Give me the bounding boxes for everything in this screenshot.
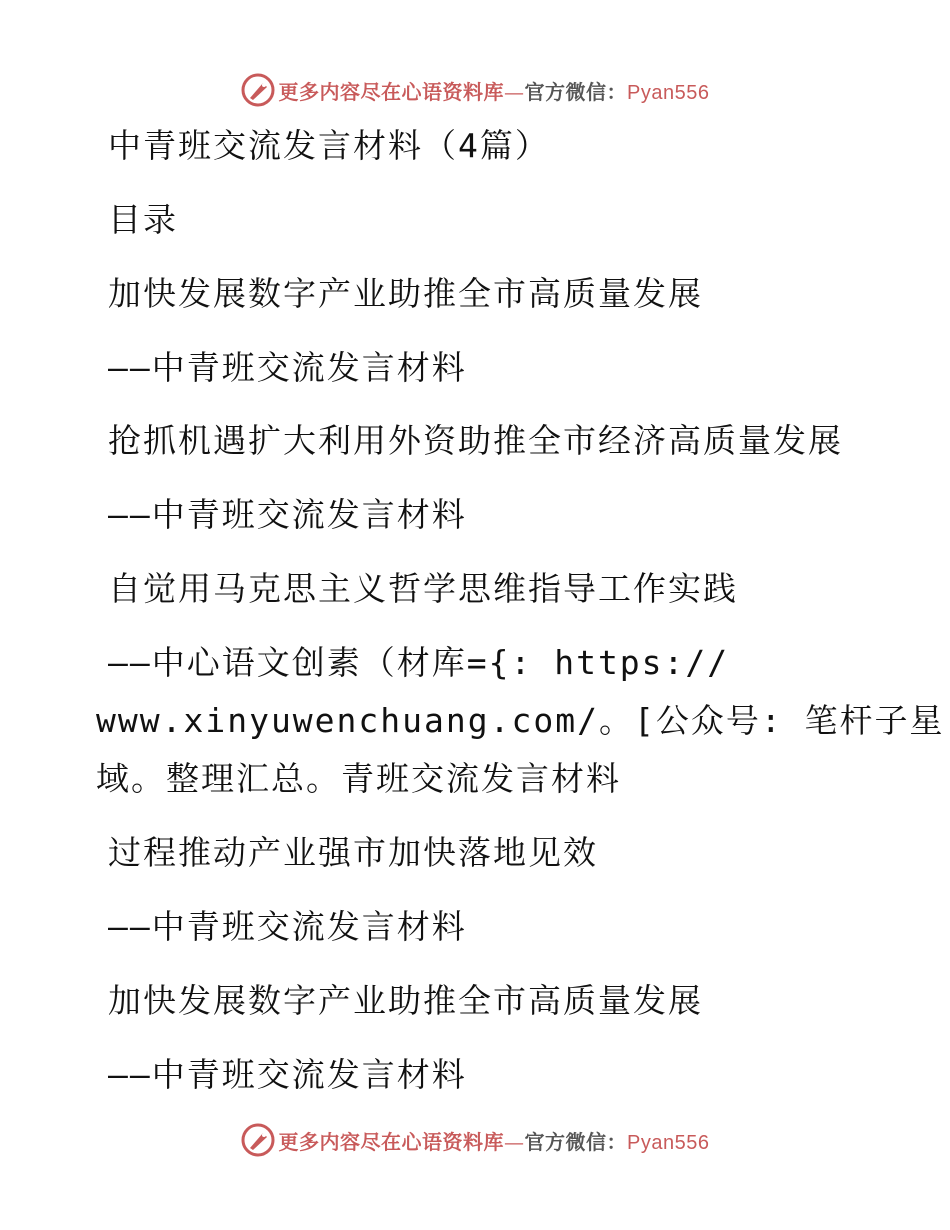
toc-entry: ——中青班交流发言材料 bbox=[108, 495, 467, 534]
footer-banner bbox=[0, 1120, 950, 1160]
toc-entry: 加快发展数字产业助推全市高质量发展 bbox=[108, 274, 703, 313]
wechat-id: Pyan556 bbox=[627, 81, 710, 104]
wechat-id: Pyan556 bbox=[627, 1131, 710, 1154]
toc-entry: 域。整理汇总。青班交流发言材料 bbox=[96, 759, 621, 798]
toc-entry: ——中青班交流发言材料 bbox=[108, 348, 467, 387]
toc-entry: ——中青班交流发言材料 bbox=[108, 907, 467, 946]
toc-entry: www.xinyuwenchuang.com/。[公众号: 笔杆子星 bbox=[96, 701, 945, 740]
toc-entry: 加快发展数字产业助推全市高质量发展 bbox=[108, 981, 703, 1020]
document-title: 中青班交流发言材料（4篇） bbox=[108, 126, 550, 165]
toc-heading: 目录 bbox=[108, 200, 178, 239]
toc-entry: 过程推动产业强市加快落地见效 bbox=[108, 833, 598, 872]
banner-text: 更多内容尽在心语资料库—官方微信：Pyan556 bbox=[278, 1129, 710, 1154]
pen-nib-logo-icon bbox=[241, 1123, 275, 1157]
header-banner bbox=[0, 70, 950, 110]
toc-entry: 自觉用马克思主义哲学思维指导工作实践 bbox=[108, 569, 738, 608]
toc-entry: 抢抓机遇扩大利用外资助推全市经济高质量发展 bbox=[108, 421, 843, 460]
toc-entry: ——中青班交流发言材料 bbox=[108, 1055, 467, 1094]
banner-text: 更多内容尽在心语资料库—官方微信：Pyan556 bbox=[278, 79, 710, 104]
pen-nib-logo-icon bbox=[241, 73, 275, 107]
toc-entry: ——中心语文创素（材库={: https:// bbox=[108, 643, 730, 682]
